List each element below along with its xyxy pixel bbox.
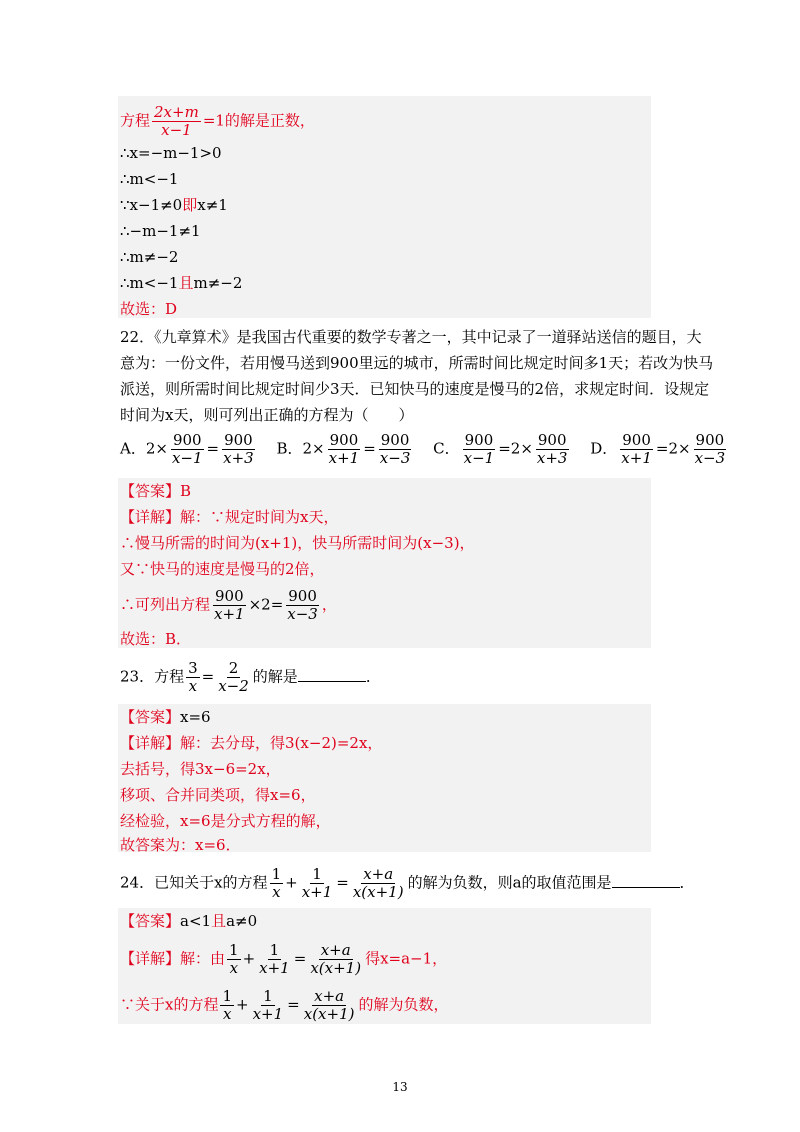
fraction: $\frac{x+a}{x(x+1)}$ — [310, 941, 362, 977]
fraction: $\frac{900}{x+3}$ — [536, 431, 568, 467]
fraction: $\frac{1}{x}$ — [222, 987, 233, 1023]
q23-detail-1: 【详解】解：去分母，得3(x−2)=2x， — [120, 734, 383, 752]
fraction: $\frac{2}{x-2}$ — [218, 659, 249, 695]
q21-line-6: ∴m≠−2 — [120, 248, 179, 266]
q23-detail-2: 去括号，得3x−6=2x， — [120, 760, 281, 778]
q21-line-5: ∴−m−1≠1 — [120, 222, 201, 240]
fraction: $\frac{900}{x-3}$ — [379, 431, 411, 467]
q22-stem-line-2: 意为：一份文件，若用慢马送到900里远的城市，所需时间比规定时间多1天；若改为快马 — [120, 354, 714, 372]
fraction: $\frac{1}{x+1}$ — [252, 987, 284, 1023]
fraction: $\frac{900}{x+1}$ — [621, 431, 652, 467]
fraction: $\frac{1}{x}$ — [229, 941, 239, 977]
q22-options — [120, 432, 743, 467]
fraction: $\frac{x+a}{x(x+1)}$ — [352, 865, 404, 901]
fraction: $\frac{x+a}{x(x+1)}$ — [303, 987, 355, 1023]
fraction: $\frac{900}{x+1}$ — [328, 431, 360, 467]
fraction: $\frac{900}{x-3}$ — [287, 587, 318, 623]
answer-blank[interactable] — [612, 873, 680, 888]
fraction: $\frac{1}{x}$ — [271, 865, 282, 901]
option-d[interactable]: D． $\frac{900}{x+1}$ =2× $\frac{900}{x-3}$ — [590, 431, 726, 467]
q22-stem-line-1: 22．《九章算术》是我国古代重要的数学专著之一，其中记录了一道驿站送信的题目，大 — [120, 328, 702, 346]
q22-detail-1: 【详解】解：∵规定时间为x天， — [120, 508, 339, 526]
q21-line-2: ∴x=−m−1>0 — [120, 144, 222, 162]
fraction: $\frac{900}{x-1}$ — [171, 431, 203, 467]
q21-final-choice: 故选：D — [120, 300, 178, 318]
q24-stem: 24．已知关于x的方程 $\frac{1}{x}$ + $\frac{1}{x+1}$ = $\frac{x+a}{x(x+1)}$ 的解为负数，则a的取值范围是 ． — [120, 865, 695, 901]
q24-detail-1: 【详解】解：由 $\frac{1}{x}$ + $\frac{1}{x+1}$ = $\frac{x+a}{x(x+1)}$ 得x=a−1， — [120, 941, 448, 977]
q21-line-7: ∴m<−1且m≠−2 — [120, 274, 243, 292]
q23-stem: 23．方程 $\frac{3}{x}$ = $\frac{2}{x-2}$ 的解是 ． — [120, 659, 381, 695]
option-c[interactable]: C． $\frac{900}{x-1}$ =2× $\frac{900}{x+3}$ — [433, 431, 568, 467]
fraction: $\frac{1}{x+1}$ — [301, 865, 333, 901]
q21-line-4: ∵x−1≠0即x≠1 — [120, 196, 228, 214]
q23-detail-5: 故答案为：x=6． — [120, 836, 241, 854]
option-b[interactable]: B．2× $\frac{900}{x+1}$ = $\frac{900}{x-3}$ — [276, 431, 411, 467]
q22-final-choice: 故选：B． — [120, 630, 192, 648]
fraction: $\frac{1}{x+1}$ — [259, 941, 290, 977]
q22-detail-2: ∴慢马所需的时间为(x+1)，快马所需时间为(x−3)， — [120, 534, 475, 552]
fraction: $\frac{3}{x}$ — [188, 659, 198, 695]
fraction: $\frac{900}{x-1}$ — [463, 431, 495, 467]
q21-line-1: 方程 $\frac{2x+m}{x-1}$ =1的解是正数， — [120, 103, 315, 139]
q24-detail-2: ∵关于x的方程 $\frac{1}{x}$ + $\frac{1}{x+1}$ = $\frac{x+a}{x(x+1)}$ 的解为负数， — [120, 987, 449, 1023]
q23-detail-3: 移项、合并同类项，得x=6， — [120, 786, 316, 804]
fraction: $\frac{900}{x+1}$ — [214, 587, 245, 623]
q23-detail-4: 经检验，x=6是分式方程的解， — [120, 812, 331, 830]
q22-detail-4: ∴可列出方程 $\frac{900}{x+1}$ ×2= $\frac{900}{x-3}$ ， — [120, 587, 337, 623]
fraction: $\frac{900}{x+3}$ — [223, 431, 254, 467]
answer-blank[interactable] — [298, 667, 366, 682]
page-number: 13 — [392, 1080, 408, 1094]
fraction: $\frac{900}{x-3}$ — [694, 431, 726, 467]
q21-line-3: ∴m<−1 — [120, 170, 179, 188]
q22-stem-line-4: 时间为x天，则可列出正确的方程为（ ） — [120, 406, 414, 424]
q24-answer: 【答案】a<1且a≠0 — [120, 912, 258, 930]
q23-answer: 【答案】x=6 — [120, 708, 211, 726]
q22-answer: 【答案】B — [120, 482, 192, 500]
fraction: $\frac{2x+m}{x-1}$ — [154, 103, 199, 139]
option-a[interactable]: A．2× $\frac{900}{x-1}$ = $\frac{900}{x+3}$ — [120, 431, 254, 467]
q22-detail-3: 又∵快马的速度是慢马的2倍， — [120, 560, 325, 578]
q22-stem-line-3: 派送，则所需时间比规定时间少3天．已知快马的速度是慢马的2倍，求规定时间．设规定 — [120, 380, 710, 398]
